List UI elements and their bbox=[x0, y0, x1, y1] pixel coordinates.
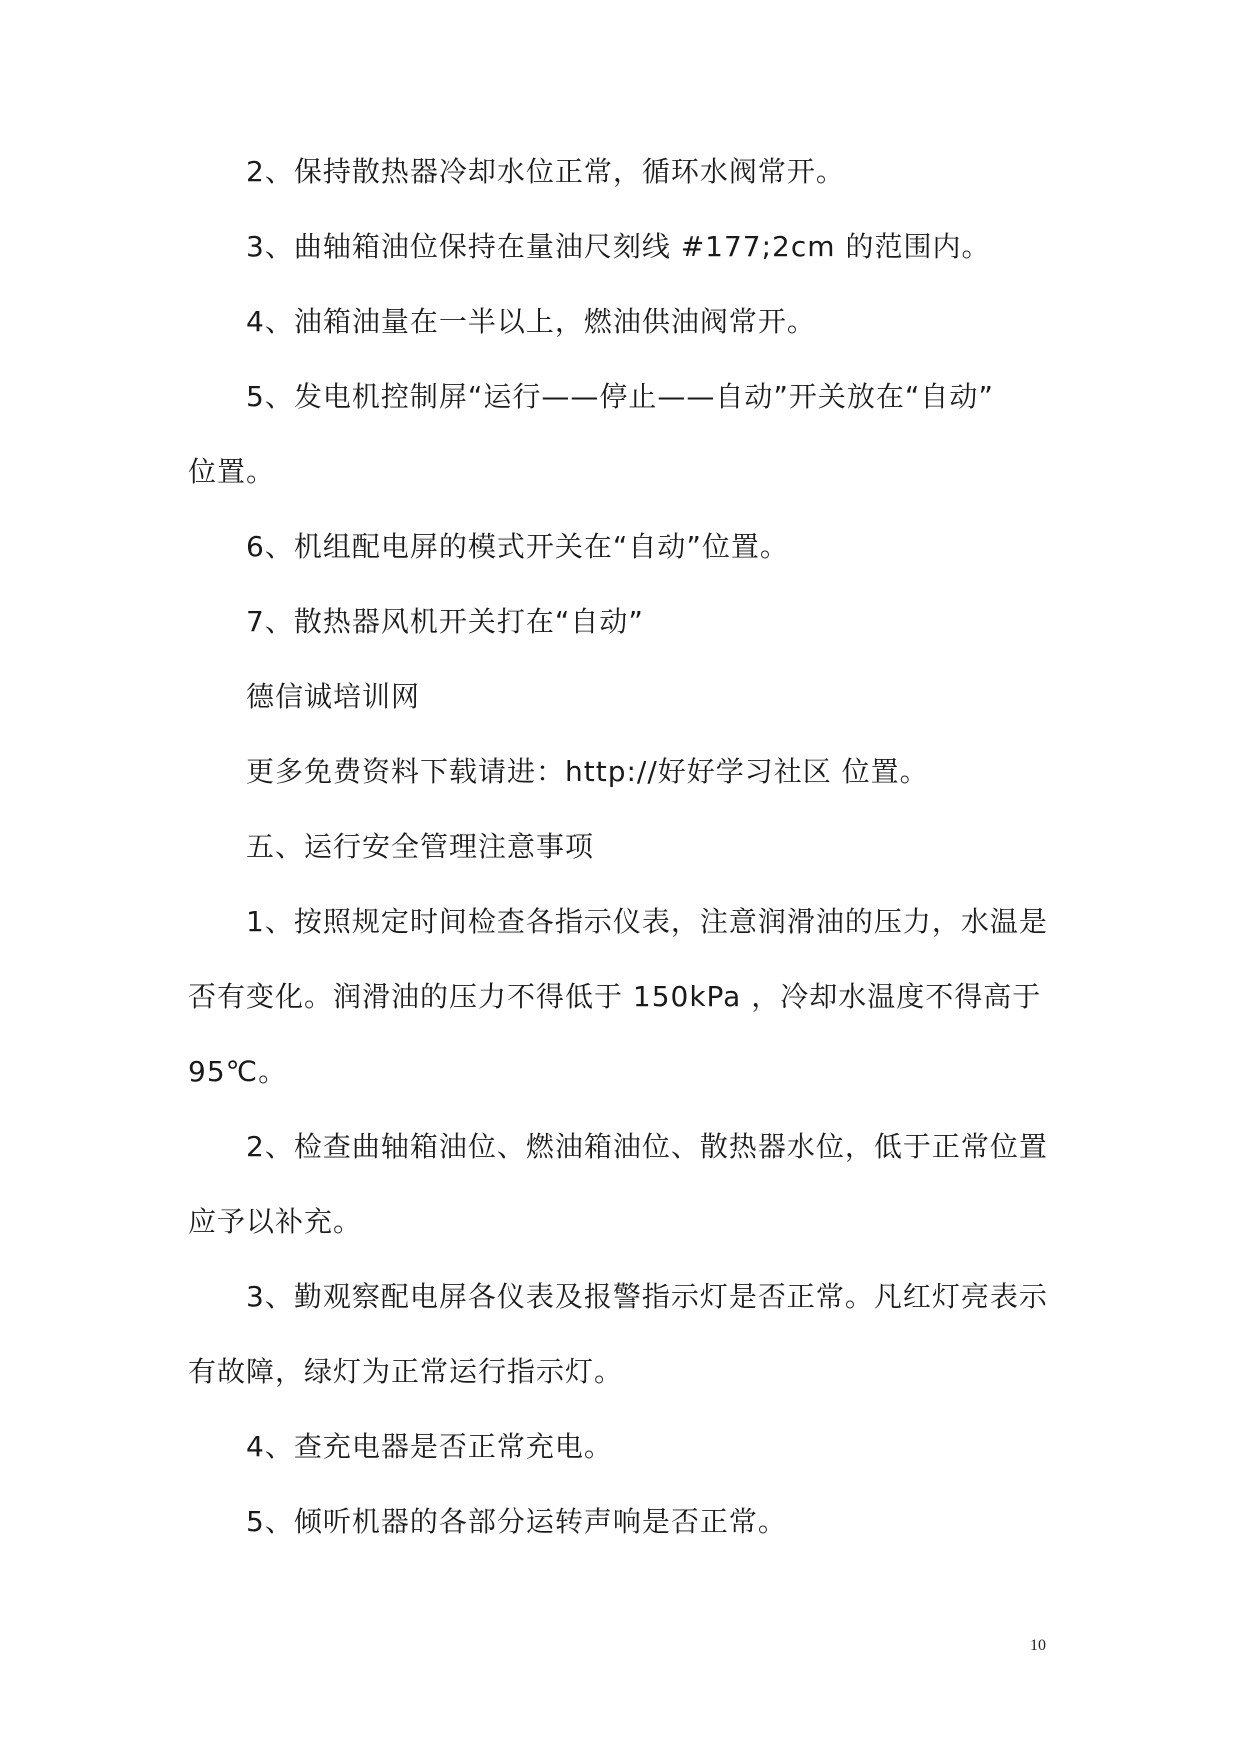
text-line: 3、勤观察配电屏各仪表及报警指示灯是否正常。凡红灯亮表示 bbox=[246, 1280, 1048, 1313]
text-line: 3、曲轴箱油位保持在量油尺刻线 #177;2cm 的范围内。 bbox=[246, 230, 991, 263]
text-line: 2、保持散热器冷却水位正常，循环水阀常开。 bbox=[246, 155, 845, 188]
section-heading: 五、运行安全管理注意事项 bbox=[246, 830, 595, 863]
text-line: 1、按照规定时间检查各指示仪表，注意润滑油的压力，水温是 bbox=[246, 905, 1048, 938]
text-line: 否有变化。润滑油的压力不得低于 150kPa ，冷却水温度不得高于 bbox=[188, 980, 1042, 1013]
text-line: 德信诚培训网 bbox=[246, 680, 421, 713]
text-line: 4、油箱油量在一半以上，燃油供油阀常开。 bbox=[246, 305, 816, 338]
text-line: 2、检查曲轴箱油位、燃油箱油位、散热器水位，低于正常位置 bbox=[246, 1130, 1048, 1163]
text-line: 6、机组配电屏的模式开关在“自动”位置。 bbox=[246, 530, 789, 563]
text-line: 5、倾听机器的各部分运转声响是否正常。 bbox=[246, 1505, 787, 1538]
text-line: 有故障，绿灯为正常运行指示灯。 bbox=[188, 1355, 624, 1388]
page-number: 10 bbox=[1030, 1637, 1046, 1654]
text-line: 4、查充电器是否正常充电。 bbox=[246, 1430, 613, 1463]
text-line: 95℃。 bbox=[188, 1055, 288, 1088]
text-line: 5、发电机控制屏“运行——停止——自动”开关放在“自动” bbox=[246, 380, 994, 413]
text-line: 更多免费资料下载请进：http://好好学习社区 位置。 bbox=[246, 755, 929, 788]
text-line: 7、散热器风机开关打在“自动” bbox=[246, 605, 644, 638]
text-line: 位置。 bbox=[188, 455, 276, 488]
text-line: 应予以补充。 bbox=[188, 1205, 363, 1238]
